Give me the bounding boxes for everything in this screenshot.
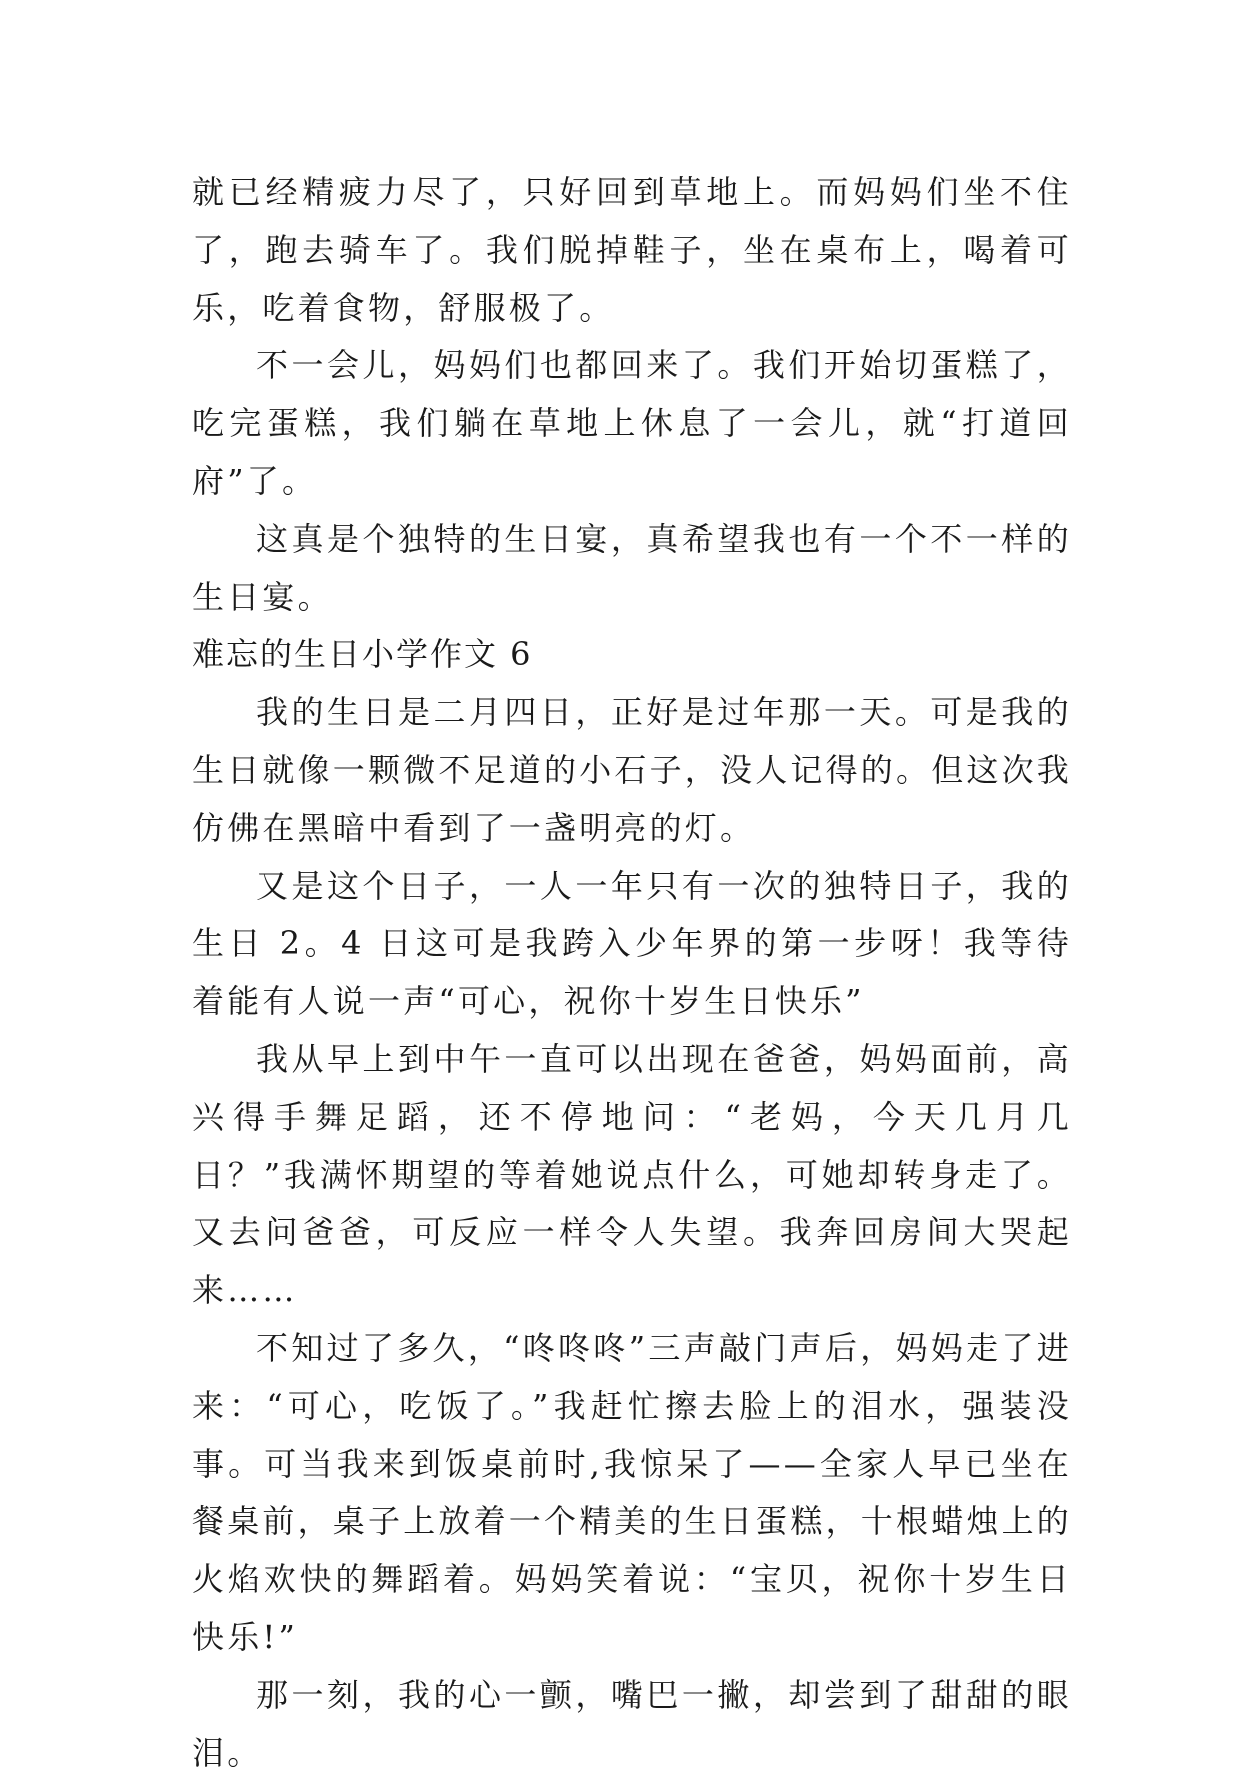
paragraph-ending: 那一刻，我的心一颤，嘴巴一撇，却尝到了甜甜的眼泪。 <box>192 1675 1072 1772</box>
paragraph-continuation: 就已经精疲力尽了，只好回到草地上。而妈妈们坐不住了，跑去骑车了。我们脱掉鞋子，坐在桌布上，喝着可乐，吃着食物，舒服极了。 <box>192 173 1072 327</box>
paragraph-surprise: 不知过了多久，“咚咚咚”三声敲门声后，妈妈走了进来：“可心，吃饭了。”我赶忙擦去脸上的泪水，强装没事。可当我来到饭桌前时,我惊呆了——全家人早已坐在餐桌前，桌子上放着一个精美的生日蛋糕，十根蜡烛上的火焰欢快的舞蹈着。妈妈笑着说：“宝贝，祝你十岁生日快乐!” <box>192 1328 1073 1656</box>
section-title: 难忘的生日小学作文 6 <box>192 635 533 674</box>
paragraph-waiting: 又是这个日子，一人一年只有一次的独特日子，我的生日 2。4 日这可是我跨入少年界的第一步呀！我等待着能有人说一声“可心，祝你十岁生日快乐” <box>192 866 1072 1021</box>
article-body <box>192 164 1072 1782</box>
paragraph-birthday-intro: 我的生日是二月四日，正好是过年那一天。可是我的生日就像一颗微不足道的小石子，没人记得的。但这次我仿佛在黑暗中看到了一盏明亮的灯。 <box>192 693 1073 847</box>
paragraph-conclusion: 这真是个独特的生日宴，真希望我也有一个不一样的生日宴。 <box>192 519 1072 616</box>
paragraph-return: 不一会儿，妈妈们也都回来了。我们开始切蛋糕了，吃完蛋糕，我们躺在草地上休息了一会儿，就“打道回府”了。 <box>192 346 1072 500</box>
paragraph-asking: 我从早上到中午一直可以出现在爸爸，妈妈面前，高兴得手舞足蹈，还不停地问：“老妈，今天几月几日？”我满怀期望的等着她说点什么，可她却转身走了。又去问爸爸，可反应一样令人失望。我奔回房间大哭起来…… <box>192 1039 1072 1310</box>
